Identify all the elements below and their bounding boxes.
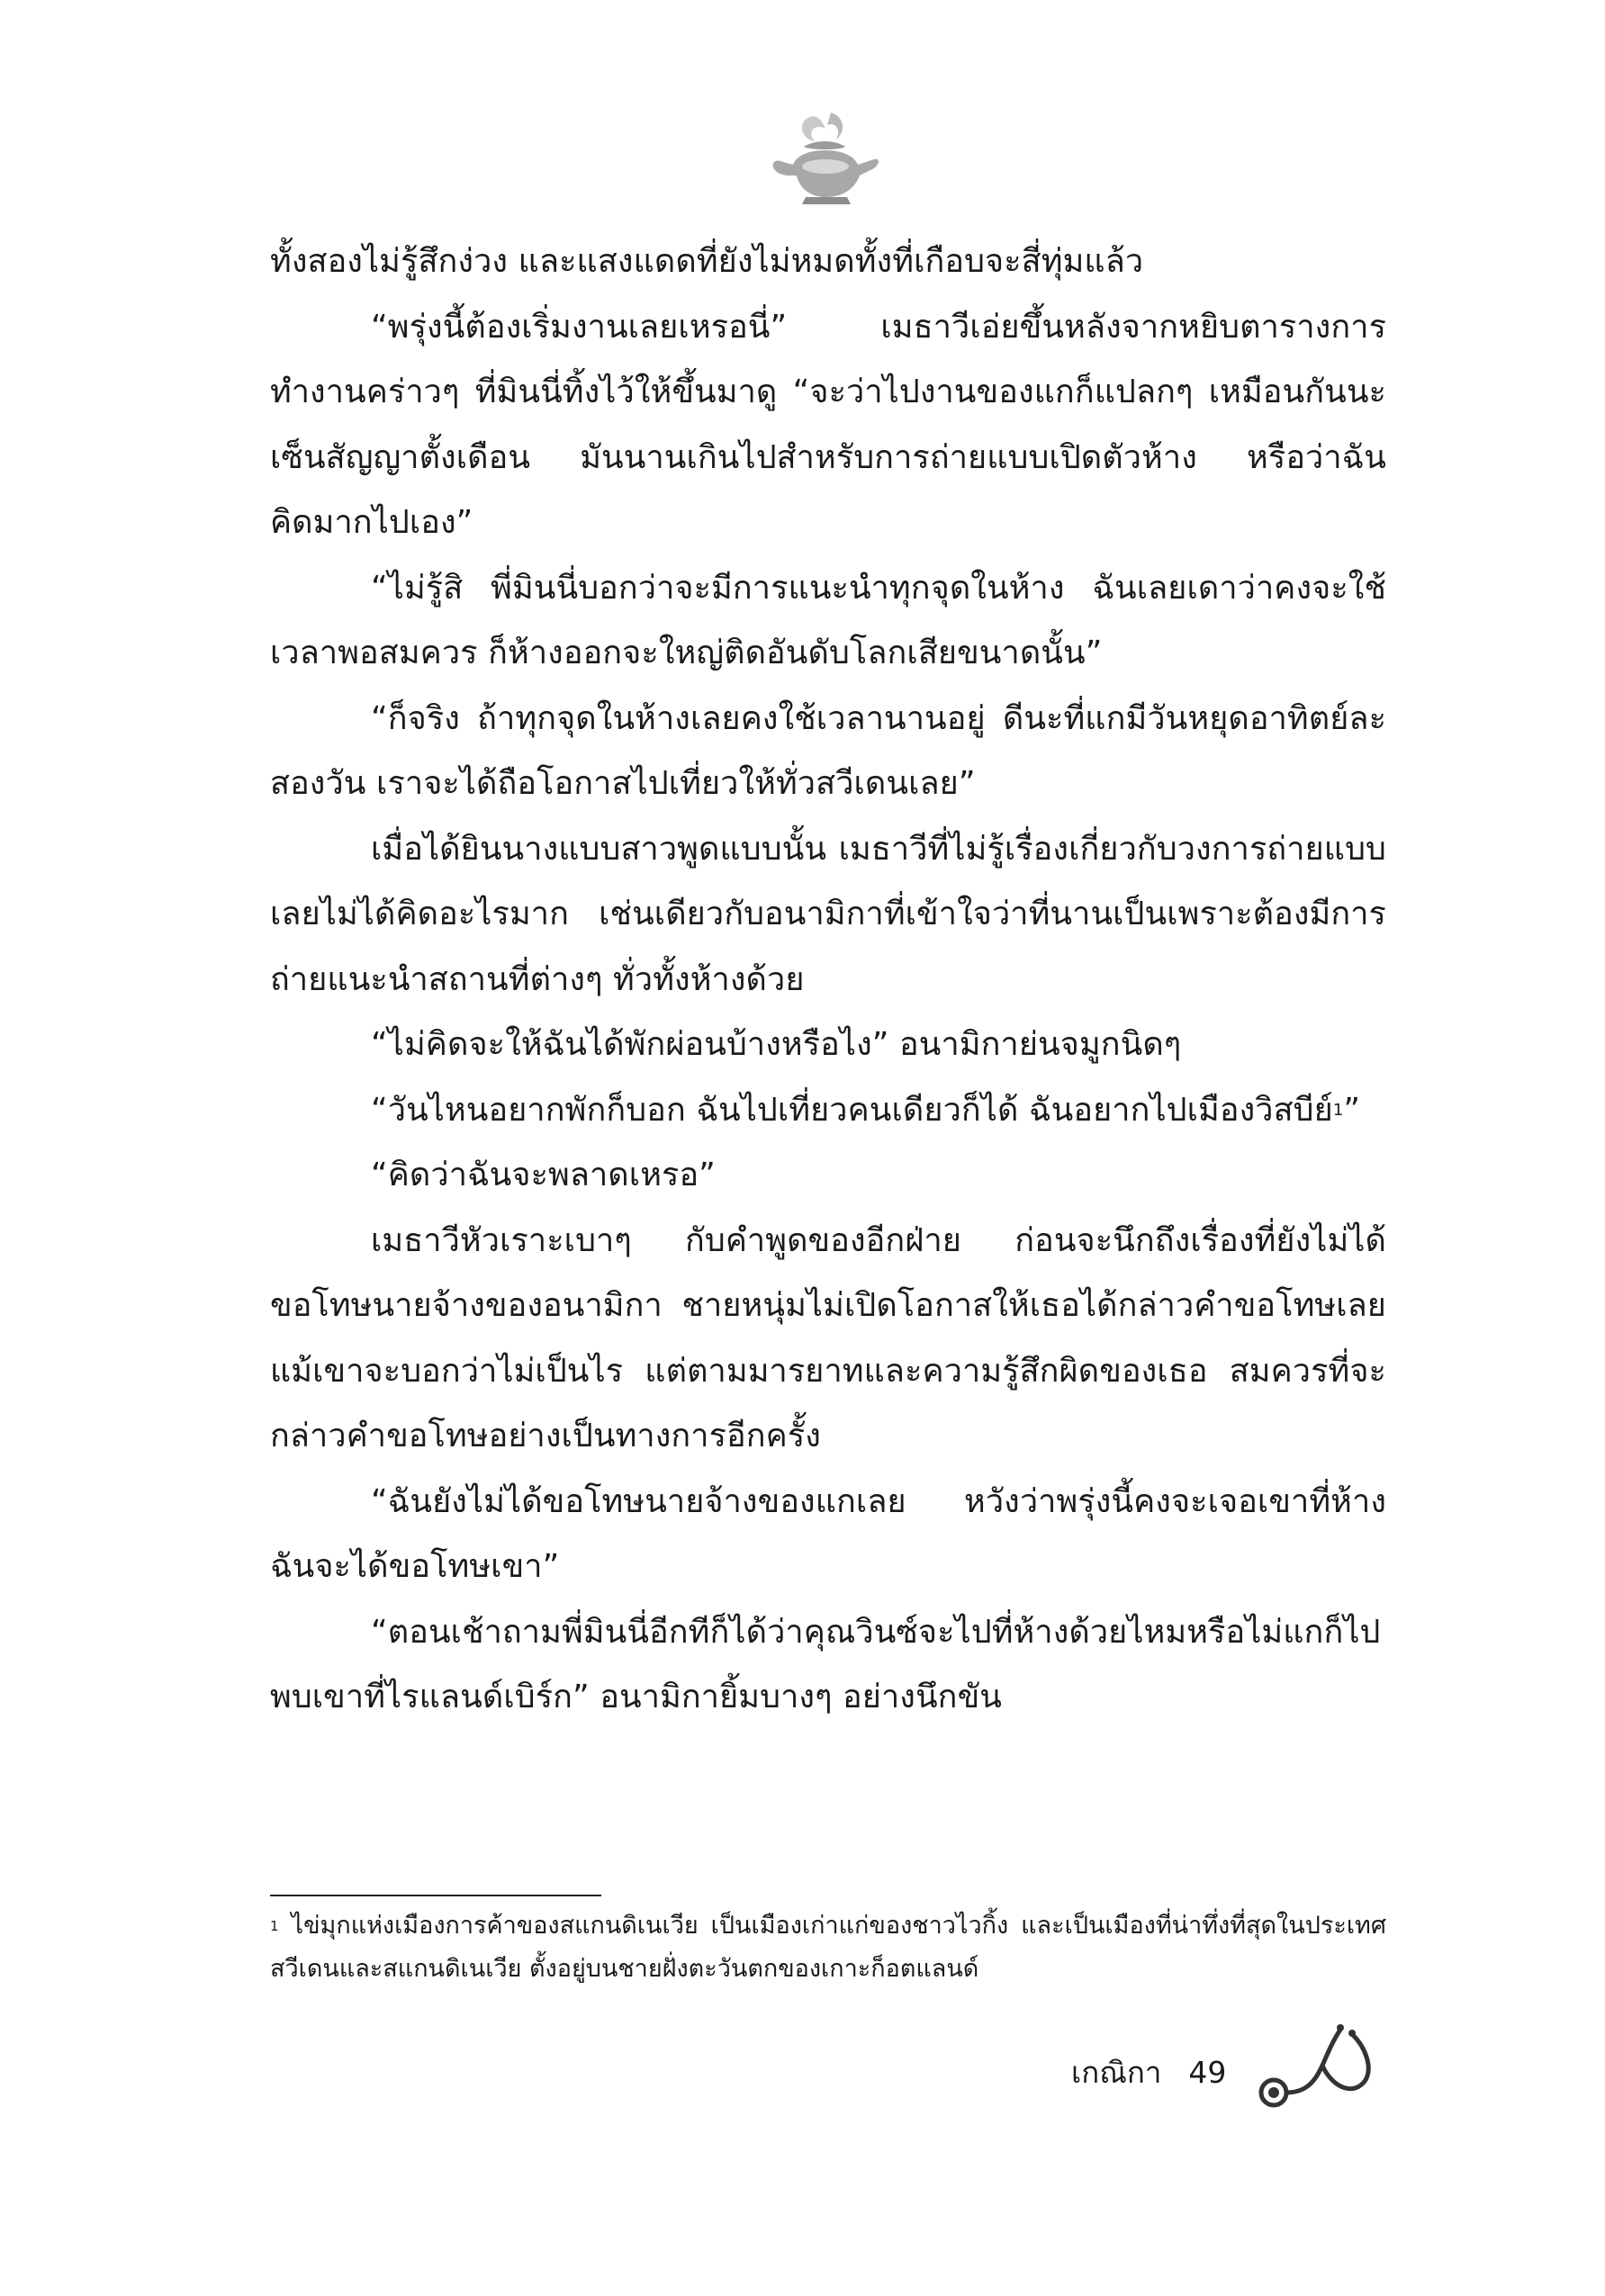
paragraph-text: ทั้งสองไม่รู้สึกง่วง และแสงแดดที่ยังไม่หมดทั้งที่เกือบจะสี่ทุ่มแล้ว bbox=[270, 243, 1144, 280]
paragraph-text: “วันไหนอยากพักก็บอก ฉันไปเที่ยวคนเดียวก็ได้ ฉันอยากไปเมืองวิสบีย์ bbox=[371, 1091, 1333, 1129]
paragraph bbox=[270, 1470, 1386, 1600]
paragraph bbox=[270, 687, 1386, 817]
paragraph-text: “ตอนเช้าถามพี่มินนี่อีกทีก็ได้ว่าคุณวินซ์จะไปที่ห้างด้วยไหมหรือไม่แกก็ไปพบเขาที่ไรแลนด์เบิร์ก” อนามิกายิ้มบางๆ อย่างนึกขัน bbox=[270, 1613, 1381, 1715]
paragraph-text: “ก็จริง ถ้าทุกจุดในห้างเลยคงใช้เวลานานอยู่ ดีนะที่แกมีวันหยุดอาทิตย์ละสองวัน เราจะได้ถือโอกาสไปเที่ยวให้ทั่วสวีเดนเลย” bbox=[270, 699, 1386, 802]
paragraph bbox=[270, 1600, 1386, 1731]
paragraph-text: “ฉันยังไม่ได้ขอโทษนายจ้างของแกเลย หวังว่าพรุ่งนี้คงจะเจอเขาที่ห้าง ฉันจะได้ขอโทษเขา” bbox=[270, 1482, 1386, 1585]
paragraph bbox=[270, 230, 1386, 295]
footnote bbox=[270, 1904, 1386, 1991]
paragraph bbox=[270, 556, 1386, 687]
paragraph-text: “คิดว่าฉันจะพลาดเหรอ” bbox=[371, 1157, 716, 1193]
footnote-reference: 1 bbox=[1332, 1100, 1344, 1120]
footnote-divider bbox=[270, 1895, 601, 1896]
paragraph bbox=[270, 1013, 1386, 1078]
paragraph-text: เมธาวีหัวเราะเบาๆ กับคำพูดของอีกฝ่าย ก่อนจะนึกถึงเรื่องที่ยังไม่ได้ขอโทษนายจ้างของอนามิกา ชายหนุ่มไม่เปิดโอกาสให้เธอได้กล่าวคำขอโทษเลย แม้เขาจะบอกว่าไม่เป็นไร แต่ตามมารยาทและความรู้สึกผิดของเธอ สมควรที่จะกล่าวคำขอโทษอย่างเป็นทางการอีกครั้ง bbox=[270, 1221, 1386, 1454]
footnote-mark: 1 bbox=[270, 1918, 279, 1934]
paragraph bbox=[270, 295, 1386, 556]
paragraph bbox=[270, 1078, 1386, 1144]
paragraph bbox=[270, 1209, 1386, 1470]
paragraph-text: “ไม่รู้สิ พี่มินนี่บอกว่าจะมีการแนะนำทุกจุดในห้าง ฉันเลยเดาว่าคงจะใช้เวลาพอสมควร ก็ห้างออกจะใหญ่ติดอันดับโลกเสียขนาดนั้น” bbox=[270, 569, 1386, 671]
page-footer bbox=[1071, 2045, 1226, 2099]
page-number: 49 bbox=[1188, 2054, 1227, 2090]
paragraph bbox=[270, 1143, 1386, 1209]
body-text bbox=[270, 230, 1386, 1731]
paragraph-text: เมื่อได้ยินนางแบบสาวพูดแบบนั้น เมธาวีที่ไม่รู้เรื่องเกี่ยวกับวงการถ่ายแบบเลยไม่ได้คิดอะไรมาก เช่นเดียวกับอนามิกาที่เข้าใจว่าที่นานเป็นเพราะต้องมีการถ่ายแนะนำสถานที่ต่างๆ ทั่วทั้งห้างด้วย bbox=[270, 830, 1386, 998]
paragraph-text: “พรุ่งนี้ต้องเริ่มงานเลยเหรอนี่” เมธาวีเอ่ยขึ้นหลังจากหยิบตารางการทำงานคร่าวๆ ที่มินนี่ทิ้งไว้ให้ขึ้นมาดู “จะว่าไปงานของแกก็แปลกๆ เหมือนกันนะ เซ็นสัญญาตั้งเดือน มันนานเกินไปสำหรับการถ่ายแบบเปิดตัวห้าง หรือว่าฉันคิดมากไปเอง” bbox=[270, 308, 1386, 541]
book-title: เกณิกา bbox=[1071, 2054, 1162, 2090]
footnote-text: ไข่มุกแห่งเมืองการค้าของสแกนดิเนเวีย เป็นเมืองเก่าแก่ของชาวไวกิ้ง และเป็นเมืองที่น่าทึ่งที่สุดในประเทศสวีเดนและสแกนดิเนเวีย ตั้งอยู่บนชายฝั่งตะวันตกของเกาะก็อตแลนด์ bbox=[270, 1912, 1386, 1983]
stethoscope-icon bbox=[1247, 2003, 1382, 2120]
paragraph-text: “ไม่คิดจะให้ฉันได้พักผ่อนบ้างหรือไง” อนามิกาย่นจมูกนิดๆ bbox=[371, 1026, 1182, 1063]
paragraph-tail: ” bbox=[1343, 1091, 1361, 1129]
paragraph bbox=[270, 817, 1386, 1013]
genie-lamp-icon bbox=[761, 104, 887, 212]
